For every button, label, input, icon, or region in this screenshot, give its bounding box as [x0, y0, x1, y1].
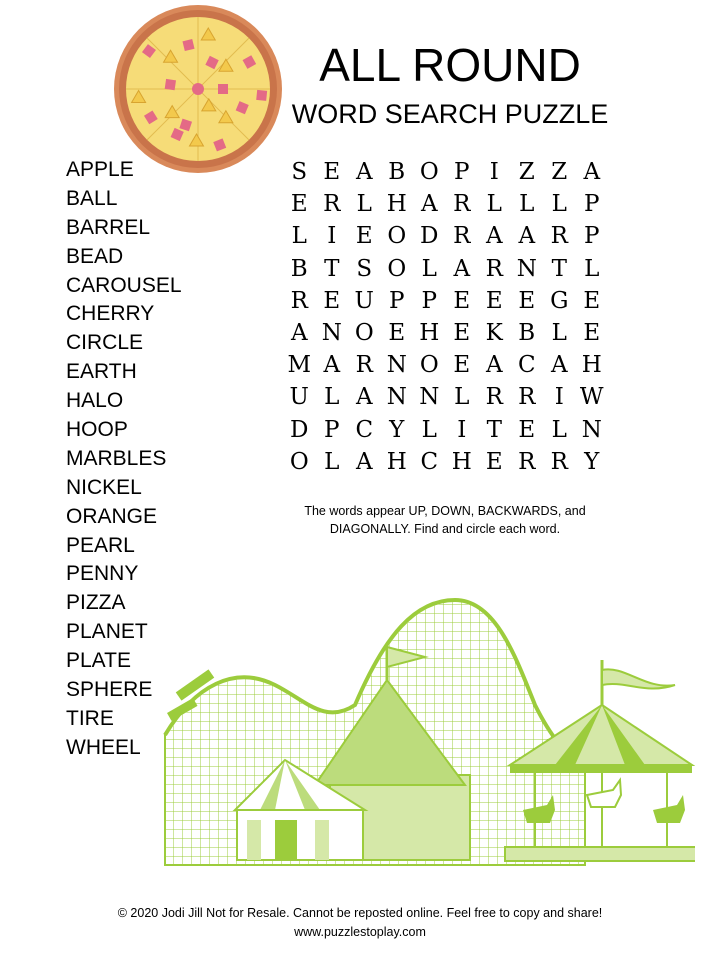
grid-letter[interactable]: L	[519, 191, 535, 218]
grid-letter[interactable]: H	[419, 320, 440, 347]
grid-letter[interactable]: Z	[518, 159, 535, 186]
grid-letter[interactable]: P	[421, 287, 437, 314]
grid-letter[interactable]: R	[323, 191, 341, 218]
word-list-item: TIRE	[66, 706, 114, 730]
grid-letter[interactable]: M	[287, 352, 312, 379]
grid-letter[interactable]: T	[324, 255, 340, 282]
word-list-item: SPHERE	[66, 678, 153, 702]
grid-letter[interactable]: R	[550, 223, 568, 250]
grid-letter[interactable]: R	[518, 384, 536, 411]
grid-letter[interactable]: A	[485, 352, 503, 379]
word-list-item: CIRCLE	[66, 331, 144, 355]
grid-letter[interactable]: S	[356, 255, 373, 282]
grid-letter[interactable]: E	[323, 159, 341, 186]
grid-letter[interactable]: A	[355, 384, 373, 411]
word-list-item: BARREL	[66, 215, 151, 239]
page-title: ALL ROUND	[319, 39, 581, 91]
grid-letter[interactable]: E	[453, 352, 471, 379]
grid-letter[interactable]: A	[453, 255, 471, 282]
grid-letter[interactable]: L	[551, 416, 567, 443]
grid-letter[interactable]: A	[550, 352, 568, 379]
grid-letter[interactable]: L	[551, 191, 567, 218]
grid-row	[283, 381, 608, 413]
grid-letter[interactable]: R	[485, 255, 503, 282]
grid-letter[interactable]: N	[516, 255, 537, 282]
grid-letter[interactable]: A	[323, 352, 341, 379]
grid-letter[interactable]: L	[291, 223, 307, 250]
grid-letter[interactable]: O	[354, 320, 374, 347]
grid-letter[interactable]: I	[457, 416, 467, 443]
word-list-item: PENNY	[66, 562, 139, 586]
grid-letter[interactable]: A	[355, 448, 373, 475]
grid-row	[283, 188, 608, 220]
grid-letter[interactable]: P	[324, 416, 340, 443]
grid-letter[interactable]: E	[290, 191, 308, 218]
grid-letter[interactable]: P	[454, 159, 470, 186]
grid-row	[283, 446, 608, 478]
grid-letter[interactable]: O	[419, 352, 439, 379]
grid-letter[interactable]: I	[327, 223, 337, 250]
grid-letter[interactable]: E	[355, 223, 373, 250]
grid-letter[interactable]: R	[453, 191, 471, 218]
grid-letter[interactable]: A	[583, 159, 601, 186]
grid-letter[interactable]: L	[551, 320, 567, 347]
grid-letter[interactable]: O	[419, 159, 439, 186]
grid-letter[interactable]: B	[388, 159, 406, 186]
grid-row	[283, 253, 608, 285]
grid-row	[283, 285, 608, 317]
grid-letter[interactable]: A	[420, 191, 438, 218]
grid-letter[interactable]: O	[387, 223, 407, 250]
instructions-line-2: DIAGONALLY. Find and circle each word.	[329, 522, 561, 536]
website-link[interactable]: www.puzzlestoplay.com	[294, 925, 426, 939]
grid-letter[interactable]: Z	[551, 159, 568, 186]
letter-grid	[283, 156, 608, 478]
grid-letter[interactable]: H	[451, 448, 472, 475]
grid-letter[interactable]: T	[551, 255, 567, 282]
grid-letter[interactable]: L	[324, 448, 340, 475]
grid-letter[interactable]: L	[486, 191, 502, 218]
grid-row	[283, 414, 608, 446]
grid-letter[interactable]: C	[355, 416, 374, 443]
grid-letter[interactable]: R	[290, 287, 308, 314]
copyright-text: © 2020 Jodi Jill Not for Resale. Cannot be reposted online. Feel free to copy and share!	[117, 906, 603, 920]
word-list-item: HOOP	[66, 418, 128, 442]
word-list-item: CAROUSEL	[66, 273, 182, 297]
grid-letter[interactable]: R	[355, 352, 373, 379]
grid-letter[interactable]: E	[518, 287, 536, 314]
grid-letter[interactable]: N	[321, 320, 342, 347]
grid-letter[interactable]: O	[289, 448, 309, 475]
grid-letter[interactable]: H	[581, 352, 602, 379]
word-list-item: WHEEL	[66, 735, 141, 759]
grid-letter[interactable]: E	[453, 287, 471, 314]
word-list-item: NICKEL	[66, 475, 142, 499]
grid-letter[interactable]: L	[324, 384, 340, 411]
grid-letter[interactable]: A	[355, 159, 373, 186]
grid-letter[interactable]: H	[386, 191, 407, 218]
grid-letter[interactable]: I	[489, 159, 499, 186]
grid-letter[interactable]: R	[485, 384, 503, 411]
grid-letter[interactable]: R	[550, 448, 568, 475]
grid-letter[interactable]: L	[421, 416, 437, 443]
grid-letter[interactable]: S	[291, 159, 308, 186]
grid-letter[interactable]: E	[453, 320, 471, 347]
grid-letter[interactable]: C	[420, 448, 439, 475]
grid-letter[interactable]: L	[356, 191, 372, 218]
grid-letter[interactable]: B	[518, 320, 536, 347]
grid-letter[interactable]: E	[518, 416, 536, 443]
grid-letter[interactable]: E	[323, 287, 341, 314]
word-list-item: PIZZA	[66, 591, 126, 615]
grid-letter[interactable]: N	[581, 416, 602, 443]
word-list-item: ORANGE	[66, 504, 158, 528]
grid-letter[interactable]: N	[386, 384, 407, 411]
grid-letter[interactable]: L	[584, 255, 600, 282]
grid-letter[interactable]: N	[419, 384, 440, 411]
word-list-item: MARBLES	[66, 446, 167, 470]
grid-letter[interactable]: Y	[389, 416, 405, 443]
grid-letter[interactable]: P	[584, 223, 600, 250]
grid-letter[interactable]: E	[583, 287, 601, 314]
grid-letter[interactable]: U	[289, 384, 309, 411]
grid-letter[interactable]: D	[290, 416, 309, 443]
grid-letter[interactable]: Y	[584, 448, 600, 475]
word-list-item: BALL	[66, 186, 118, 210]
grid-letter[interactable]: D	[420, 223, 439, 250]
grid-letter[interactable]: R	[453, 223, 471, 250]
grid-row	[283, 349, 608, 381]
word-list-item: BEAD	[66, 244, 124, 268]
grid-letter[interactable]: E	[388, 320, 406, 347]
grid-letter[interactable]: C	[517, 352, 536, 379]
grid-letter[interactable]: O	[387, 255, 407, 282]
grid-row	[283, 156, 608, 188]
grid-letter[interactable]: G	[550, 287, 569, 314]
grid-letter[interactable]: E	[485, 448, 503, 475]
word-list-item: APPLE	[66, 158, 134, 181]
amusement-park-illustration	[155, 595, 695, 870]
word-list-item: CHERRY	[66, 302, 155, 326]
word-list-item: HALO	[66, 389, 124, 413]
grid-letter[interactable]: E	[485, 287, 503, 314]
word-list-item: EARTH	[66, 360, 137, 384]
grid-letter[interactable]: A	[518, 223, 536, 250]
grid-row	[283, 220, 608, 252]
word-list-item: PLATE	[66, 649, 131, 673]
grid-letter[interactable]: I	[554, 384, 564, 411]
grid-letter[interactable]: N	[386, 352, 407, 379]
word-list-item: PEARL	[66, 533, 135, 557]
grid-letter[interactable]: P	[389, 287, 405, 314]
word-list-item: PLANET	[66, 620, 148, 644]
grid-letter[interactable]: P	[584, 191, 600, 218]
grid-letter[interactable]: B	[290, 255, 308, 282]
grid-letter[interactable]: T	[486, 416, 502, 443]
grid-letter[interactable]: A	[290, 320, 308, 347]
grid-letter[interactable]: L	[421, 255, 437, 282]
grid-letter[interactable]: W	[579, 384, 604, 411]
grid-letter[interactable]: H	[386, 448, 407, 475]
grid-letter[interactable]: K	[485, 320, 503, 347]
instructions-line-1: The words appear UP, DOWN, BACKWARDS, and	[304, 504, 586, 518]
grid-row	[283, 317, 608, 349]
grid-letter[interactable]: U	[354, 287, 374, 314]
instructions	[280, 502, 610, 538]
grid-letter[interactable]: A	[485, 223, 503, 250]
grid-letter[interactable]: L	[454, 384, 470, 411]
grid-letter[interactable]: R	[518, 448, 536, 475]
grid-letter[interactable]: E	[583, 320, 601, 347]
page-subtitle: WORD SEARCH PUZZLE	[291, 99, 609, 129]
